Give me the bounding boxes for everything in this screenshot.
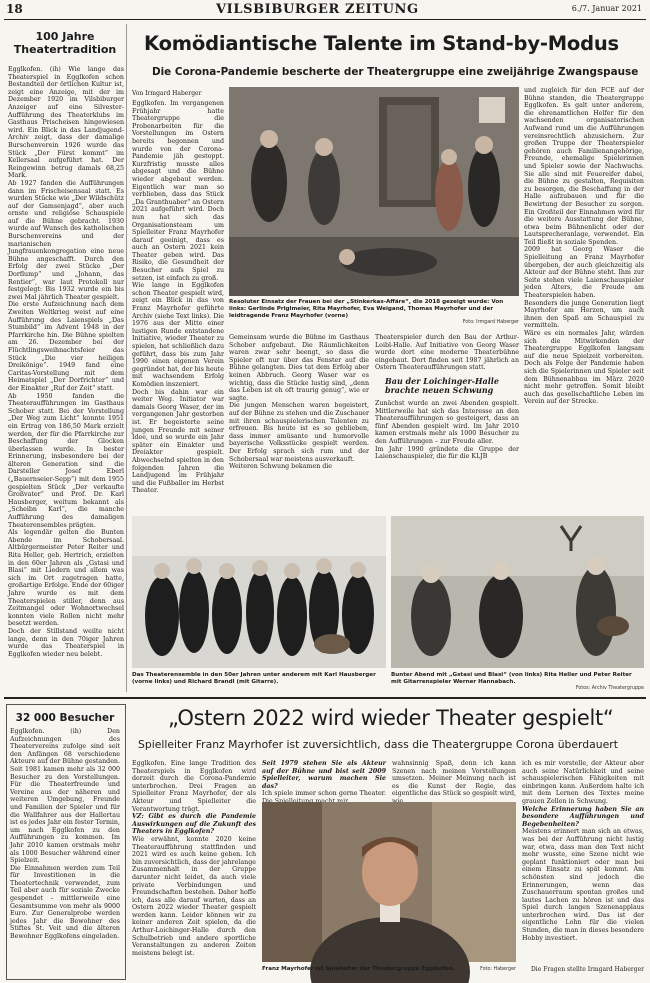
header-rule	[4, 19, 646, 20]
sidebar-text	[8, 66, 124, 666]
bunter-abend-photo	[391, 516, 644, 668]
paragraph: Egglkofen. (ih) Wie lange das Theaterspiel in Egglkofen schon Bestandteil der örtlichen Kultur ist, zeigt eine Anzeige, mit der im Dezember 1920 im Vilsbiburger Anzeiger auf eine Silvester-Aufführung des Theaterklubs im Gasthaus Prischeisen hingewiesen wird. Ein Blick in das Landjugend-Archiv zeigt, dass der damalige Burschenverein 1926 wurde das Stück „Der Fürst kommt“ im Kellersaal aufgeführt hat. Der Reingewinn betrug damals 68,25 Mark.	[8, 66, 124, 180]
interview-column-3	[392, 760, 516, 798]
portrait-credit: Foto: Haberger	[480, 967, 516, 972]
paragraph: Ich spiele immer schon gerne Theater.	[262, 790, 386, 798]
paragraph: Als legendär gelten die Bunten Abende im Schobersaal. Altbürgermeister Peter Reiter und Rita Heller, geb. Hertrich, erzielten in den 60er Jahren als „Gstasi und Blasi“ mit Liedern und allem was sich im Ort zugetragen hatte, großartige Erfolge. Ende der 60iger Jahre wurde es mit dem Theaterspielen stiller, denn aus Zeitmangel oder Wohnortwechsel konnten viele Rollen nicht mehr besetzt werden.	[8, 529, 124, 628]
paragraph: Ab 1950 fanden die Theateraufführungen im Gasthaus Schober statt. Bei der Vorstellung „Der Weg zum Licht“ konnte 1951 ein Ertrag von 186,50 Mark erzielt werden, der für die Pfarrkirche zur Beschaffung der Glocken überlassen wurde. In bester Erinnerung, insbesondere bei der älteren Generation sind die Darsteller Josef Eberl („Bauernseier-Sepp“) mit dem 1955 gespielten Stück „Der verkaufte Großvater“ und Prof. Dr. Karl Hausberger, weitum bekannt als „Scheibn Karl“, die manche Aufführung des damaligen Theaterensembles prägten.	[8, 392, 124, 529]
main-headline: Komödiantische Talente im Stand-by-Modus	[144, 32, 619, 55]
byline: Von Irmgard Haberger	[132, 90, 202, 97]
interview-column-2	[262, 760, 386, 798]
paragraph: Besonders die junge Generation liegt Mayrhofer am Herzen, um auch ihnen den Spaß am Schauspiel zu vermitteln.	[524, 299, 644, 330]
visitors-box-text	[10, 728, 120, 976]
paragraph: Egglkofen. Im vergangenen Frühjahr hatte Theatergruppe die Probenarbeiten für die Vorstellungen im Ostern bereits begonnen und wurde von der Corona-Pandemie jäh gestoppt. Kurzfristig musste alles abgesagt und die Bühne wieder abgebaut werden. Eigentlich war man so verblieben, dass das Stück „Da Granthuaber“ an Ostern 2021 aufgeführt wird. Doch nun hat sich das Organisationsteam um Spielleiter Franz Mayrhofer darauf geeinigt, dass es auch an Ostern 2021 kein Theater geben wird. Das Risiko, die Gesundheit der Besucher aufs Spiel zu setzen, ist einfach zu groß.	[132, 100, 224, 282]
paragraph: Wie erwähnt, konnte 2020 keine Theateraufführung stattfinden und 2021 wird es auch keine geben. Ich bin zuversichtlich, dass der jahrelange Zusammenhalt in der Gruppe darunter nicht leidet, da auch viele private Verbindungen und Freundschaften bestehen. Daher hoffe ich, dass alle darauf warten, dass an Ostern 2022 wieder Theater gespielt werden kann. Leider können wir zu keiner anderen Zeit spielen, da die Arthur-Loichinger-Halle durch den Schulbetrieb und andere sportliche Veranstaltungen zu anderen Zeiten meistens belegt ist.	[132, 835, 256, 957]
paragraph: Doch bis dahin war ein weiter Weg. Initiator war damals Georg Waser, der im vergangenen Jahr gestorben ist. Er begeisterte seine jungen Freunde mit seiner Idee, und so wurde ein Jahr später ein Einakter und Dreiakter gespielt. Abwechselnd spielten in den folgenden Jahren die Landjugend im Frühjahr und die Fußballer im Herbst Theater.	[132, 388, 224, 495]
bunter-abend-photo-image	[391, 516, 644, 668]
main-subheadline: Die Corona-Pandemie bescherte der Theatergruppe eine zweijährige Zwangspause	[152, 66, 639, 78]
issue-date: 6./7. Januar 2021	[571, 4, 642, 13]
interview-footer: Die Fragen stellte Irmgard Haberger	[531, 966, 644, 973]
stage-photo-image	[229, 87, 519, 296]
article-column-2	[229, 334, 369, 512]
paragraph: Gemeinsam wurde die Bühne im Gasthaus Schober aufgebaut. Die Räumlichkeiten waren zwar sehr beengt, so dass die Spieler oft nur über das Fenster auf die Bühne gelangten. Dies tat dem Erfolg aber keinen Abbruch. Georg Waser war es wichtig, dass die Stücke lustig sind, „denn das Leben ist eh oft traurig genug“, wie er sagte.	[229, 334, 369, 402]
article-column-1	[132, 100, 224, 503]
paragraph: und zugleich für den FCE auf der Bühne standen, die Theatergruppe Egglkofen. Es galt unter anderem, die ehrenamtlichen Helfer für den wachsenden organisatorischen Aufwand rund um die Aufführungen vereinsrechtlich abzusichern. Zur großen Truppe der Theaterspieler gehören auch Familienangehörige, Freunde, ehemalige Spielerinnen und Spieler sowie der Nachwuchs. Sie alle sind mit Feuereifer dabei, die Bühne zu gestalten, Requisiten zu besorgen, die Beschaffung in der Halle aufzubauen und für die Bewirtung der Besucher zu sorgen. Ein Großteil der Einnahmen wird für die weitere Ausstattung der Bühne, etwa beim Bühnenlicht oder der Lautsprecheranlage, verwendet. Ein Teil fließt in soziale Spenden.	[524, 87, 644, 246]
ensemble-photo-caption: Das Theaterensemble in den 50er Jahren unter anderem mit Karl Hausberger (vorne links) und Richard Brandl (mit Gitarre).	[132, 672, 376, 685]
interview-column-1	[132, 760, 256, 976]
ensemble-photo-image	[132, 516, 386, 668]
paragraph: Egglkofen. Eine lange Tradition des Theaterspiels in Egglkofen wird derzeit durch die Corona-Pandemie unterbrochen. Drei Fragen an Spielleiter Franz Mayrhofer, der als Akteur und Spielleiter die Verantwortung trägt.	[132, 760, 256, 813]
page-number: 18	[6, 2, 23, 16]
paragraph: Wie lange in Egglkofen schon Theater gespielt wird, zeigt ein Blick in das von Franz Mayrhofer geführte Archiv (siehe Text links). Die 1976 aus der Mitte einer lustigen Runde entstandene Initiative, wieder Theater zu spielen, hat schließlich dazu geführt, dass bis zum Jahr 1990 einen eigenen Verein gegründet hat, der bis heute mit wachsendem Erfolg Komödien inszeniert.	[132, 282, 224, 388]
paragraph: Egglkofen. (ih) Den Aufzeichnungen des Theatervereins zufolge sind seit den Anfängen 68 verschiedene Akteure auf der Bühne gestanden. Seit 1981 kamen mehr als 32 000 Besucher zu den Vorstellungen. Für die Theaterfreunde und Vereine aus der näheren und weiteren Umgebung, Freunde und Familien der Spieler und für die Wallfahrer aus der Hallertau ist es jedes Jahr ein fester Termin, um nach Egglkofen zu den Aufführungen zu kommen. Im Jahr 2010 kamen erstmals mehr als 1000 Besucher während einer Spielzeit.	[10, 728, 120, 865]
paragraph: Die jungen Menschen waren begeistert, auf der Bühne zu stehen und die Zuschauer mit ihren schauspielerischen Talenten zu erfreuen. Bis heute ist es so geblieben, dass immer amüsante und humorvolle bayerische Volksstücke gespielt werden. Der Erfolg sprach sich rum und der Schobersaal war meistens ausverkauft.	[229, 402, 369, 463]
stage-photo	[229, 87, 519, 296]
question: VZ: Gibt es durch die Pandemie Auswirkungen auf die Zukunft des Theaters in Egglkofen?	[132, 813, 256, 836]
section-rule	[4, 697, 646, 699]
paragraph: Die Einnahmen werden zum Teil für Investitionen in die Theatertechnik verwendet, zum Teil aber auch für soziale Zwecke gespendet – mittlerweile eine Gesamtsumme von mehr als 9000 Euro. Zur Generalprobe werden jedes Jahr die Bewohner des Stiftes St. Veit und die älteren Bewohner Egglkofens eingeladen.	[10, 864, 120, 941]
paragraph: Im Jahr 1990 gründete die Gruppe der Laienschauspieler, die für die KLJB	[375, 445, 519, 461]
paragraph: Die erste Aufzeichnung nach dem Zweiten Weltkrieg weist auf eine Aufführung des Laienspiels „Das Stumbild“ im Advent 1948 in der Pfarrkirche hin. Die Bühne spielten am 26. Dezember bei der Flüchtlingsweihnachtsfeier das Stück „Die vier heiligen Dreikönige“. 1949 fand eine Caritas-Vorstellung mit dem Heimatspiel „Der Dorfrichter“ und der Einakter „Ruf der Zeit“ statt.	[8, 301, 124, 392]
interview-headline: „Ostern 2022 wird wieder Theater gespielt“	[168, 706, 614, 730]
portrait-caption: Franz Mayrhofer ist Spielleiter der Theatergruppe Egglkofen.	[262, 966, 455, 972]
bunter-abend-caption: Bunter Abend mit „Gstasi und Blasi“ (von links) Rita Heller und Peter Reiter mit Gitarrenspieler Werner Hannabach.	[391, 672, 632, 685]
paragraph: wahnsinnig Spaß, denn ich kann Szenen nach meinen Vorstellungen umsetzen. Meiner Meinung nach ist es die Kunst der Regie, das eigentliche das Stück so gespielt wird,	[392, 760, 516, 798]
paragraph: Weiteren Schwung bekamen die	[229, 463, 333, 471]
sidebar-title: 100 Jahre Theatertradition	[13, 30, 117, 56]
interview-column-4	[522, 760, 644, 960]
visitors-box-title: 32 000 Besucher	[15, 712, 115, 724]
paragraph: Ab 1927 fanden die Aufführungen dann im Frischeisensaal statt. Es wurden Stücke wie „Der Wildschütz auf der Gamsenjagd“, aber auch ernste und religiöse Schauspiele auf die Bühne gebracht. 1930 wurde auf Wunsch des katholischen Burschenvereins und der marianischen Jungfrauenkongregation eine neue Bühne angeschafft. Durch den Erfolg der zwei Stücke „Der Dorflump“ und „Johann, das Rentier“, war laut Protokoll nur festgelegt: Bis 1932 wurde ein bis zwei Mal jährlich Theater gespielt.	[8, 179, 124, 301]
question: Seit 1979 stehen Sie als Akteur auf der Bühne und bist seit 2009 Spielleiter, warum machen Sie das?	[262, 760, 386, 790]
article-column-3b	[375, 400, 519, 512]
interview-subheadline: Spielleiter Franz Mayrhofer ist zuversichtlich, dass die Theatergruppe Corona überdauert	[138, 738, 618, 751]
portrait-photo-image	[262, 802, 516, 962]
paragraph: Doch der Stillstand weilte nicht lange, denn in den 70iger Jahren wurde das Theaterspiel in Egglkofen wieder neu belebt.	[8, 627, 124, 658]
paragraph: 2009 hat Georg Waser die Spielleitung an Franz Mayrhofer übergeben, der auch gleichzeitig als Akteur auf der Bühne steht. Ihm zur Seite stehen viele Laienschauspieler jeden Alters, die Freude am Theaterspielen haben.	[524, 246, 644, 300]
question: Welche Erinnerung haben Sie an besondere Aufführungen und Begebenheiten?	[522, 805, 644, 828]
article-column-4	[524, 87, 644, 512]
section-subhead: Bau der Loichinger-Halle brachte neuen Schwung	[385, 376, 499, 395]
paragraph: Meistens erinnert man sich an etwas, was bei der Aufführung nicht lustig war, etwa, dass man den Text nicht mehr wusste, eine Szene nicht wie geplant funktioniert oder man bei einem Einsatz zu spät kommt. Am schönsten sind jedoch die Erinnerungen, wenn das Zuschauerraum spontan großes und lautes Lachen zu hören ist und das Spiel durch langen Szenenapplaus unterbrochen wird. Das ist der eigentliche Lohn für die vielen Stunden, die man in dieses besondere Hobby investiert.	[522, 828, 644, 942]
article-column-3	[375, 334, 519, 374]
column-divider	[126, 24, 127, 692]
ensemble-photo	[132, 516, 386, 668]
paragraph: Wäre es ein normales Jahr, würden sich die Mitwirkenden der Theatergruppe Egglkofen langsam auf die neue Spielzeit vorbereiten. Doch als Folge der Pandemie haben sich die Spielerinnen und Spieler seit dem Bühnenabbau im März 2020 nicht mehr getroffen. Somit bleibt auch das gesellschaftliche Leben im Verein auf der Strecke.	[524, 330, 644, 406]
paragraph: Theaterspieler durch den Bau der Arthur-Loibl-Halle. Auf Initiative von Georg Waser wurde dort eine moderne Theaterbühne eingebaut. Dort finden seit 1987 jährlich an Ostern Theateraufführungen statt.	[375, 334, 519, 372]
stage-photo-credit: Foto: Irmgard Haberger	[462, 320, 519, 325]
paragraph: ich es mir vorstelle, der Akteur aber auch seine Natürlichkeit und seine schauspielerischen Fähigkeiten mit einbringen kann. Außerdem halte ich mit dem Lernen des Textes meine grauen Zellen in Schwung.	[522, 760, 644, 805]
newspaper-title: VILSBIBURGER ZEITUNG	[216, 2, 419, 17]
archive-photo-credit: Fotos: Archiv Theatergruppe	[575, 686, 644, 691]
stage-photo-caption: Resoluter Einsatz der Frauen bei der „Stinkerkas-Affäre“, die 2018 gezeigt wurde: Von links: Gerlinde Priglmeier, Rita Mayrhofer, Eva Weigand, Thomas Mayrhofer und der leidtragende Franz Mayrhofer (vorne)	[229, 299, 504, 319]
portrait-photo	[262, 802, 516, 962]
paragraph: Zunächst wurde an zwei Abenden gespielt. Mittlerweile hat sich das Interesse an den Theateraufführungen so gesteigert, dass an fünf Abenden gespielt wird. Im Jahr 2010 kamen erstmals mehr als 1000 Besucher zu den Aufführungen – zur Freude aller.	[375, 400, 519, 445]
